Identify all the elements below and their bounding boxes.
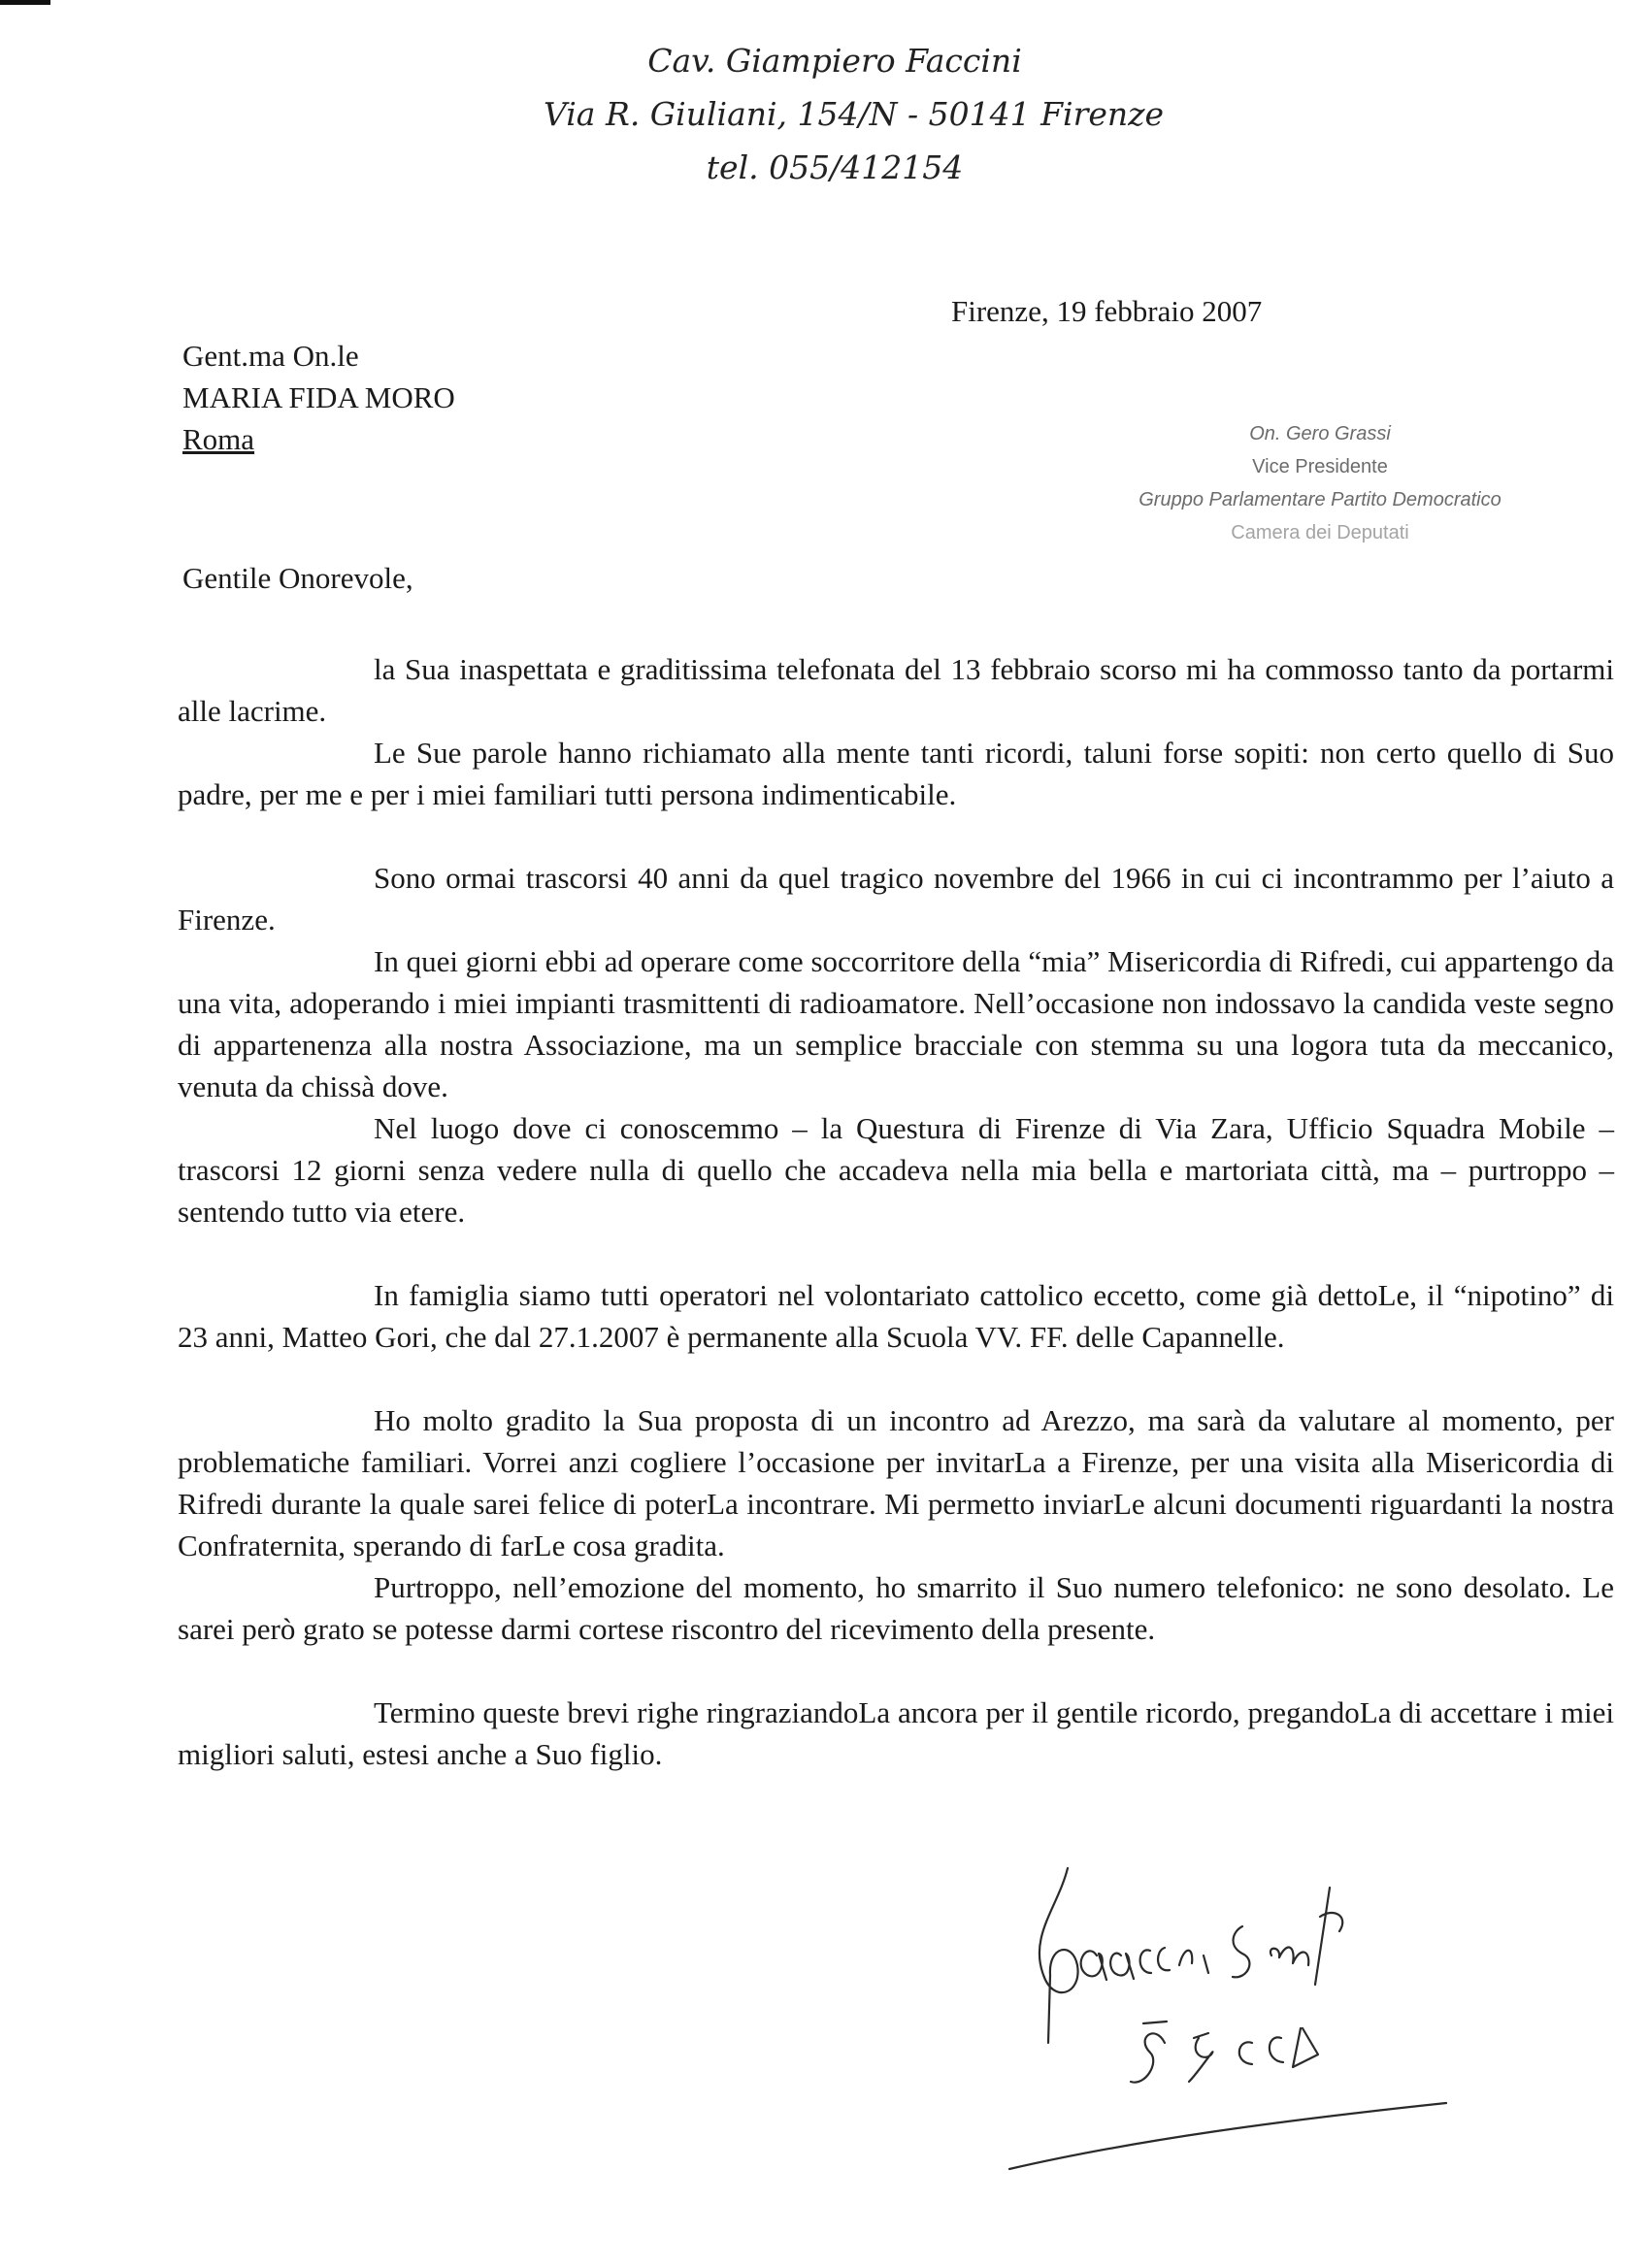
salutation: Gentile Onorevole, bbox=[182, 561, 413, 595]
recipient-block bbox=[182, 335, 455, 460]
body-paragraph: In famiglia siamo tutti operatori nel volontariato cattolico eccetto, come già dettoLe, il “nipotino” di 23 anni, Matteo Gori, che dal 27.1.2007 è permanente alla Scuola VV. FF. delle Capannelle. bbox=[178, 1278, 1614, 1354]
body-paragraph: Ho molto gradito la Sua proposta di un incontro ad Arezzo, ma sarà da valutare al momento, per problematiche familiari. Vorrei anzi cogliere l’occasione per invitarLa a Firenze, per una visita alla Misericordia di Rifredi durante la quale sarei felice di poterLa incontrare. Mi permetto inviarLe alcuni documenti riguardanti la nostra Confraternita, sperando di farLe cosa gradita. bbox=[178, 1403, 1614, 1562]
sender-address: Via R. Giuliani, 154/N - 50141 Firenze bbox=[544, 95, 1165, 133]
body-paragraph: In quei giorni ebbi ad operare come soccorritore della “mia” Misericordia di Rifredi, cui appartengo da una vita, adoperando i miei impianti trasmittenti di radioamatore. Nell’occasione non indossavo la candida veste segno di appartenenza alla nostra Associazione, ma un semplice bracciale con stemma su una logora tuta da meccanico, venuta da chissà dove. bbox=[178, 944, 1614, 1103]
letter-date: Firenze, 19 febbraio 2007 bbox=[951, 294, 1263, 328]
body-paragraph: Sono ormai trascorsi 40 anni da quel tragico novembre del 1966 in cui ci incontrammo per l’aiuto a Firenze. bbox=[178, 861, 1614, 937]
body-paragraph: Termino queste brevi righe ringraziandoLa ancora per il gentile ricordo, pregandoLa di accettare i miei migliori saluti, estesi anche a Suo figlio. bbox=[178, 1695, 1614, 1771]
body-paragraph: Purtroppo, nell’emozione del momento, ho smarrito il Suo numero telefonico: ne sono desolato. Le sarei però grato se potesse darmi cortese riscontro del ricevimento della presente. bbox=[178, 1570, 1614, 1646]
stamp-role: Vice Presidente bbox=[1252, 456, 1388, 477]
sender-phone: tel. 055/412154 bbox=[706, 148, 964, 186]
stamp-chamber: Camera dei Deputati bbox=[1231, 522, 1409, 543]
recipient-title: Gent.ma On.le bbox=[182, 339, 359, 373]
official-stamp bbox=[1077, 417, 1563, 549]
recipient-name: MARIA FIDA MORO bbox=[182, 380, 455, 414]
body-paragraph: la Sua inaspettata e graditissima telefonata del 13 febbraio scorso mi ha commosso tanto da portarmi alle lacrime. bbox=[178, 652, 1614, 728]
recipient-city: Roma bbox=[182, 422, 255, 456]
sender-name: Cav. Giampiero Faccini bbox=[647, 42, 1022, 80]
handwritten-signature bbox=[990, 1849, 1495, 2188]
scan-corner-mark bbox=[0, 0, 50, 5]
letterhead bbox=[544, 34, 1165, 194]
stamp-name: On. Gero Grassi bbox=[1249, 423, 1391, 444]
body-paragraph: Nel luogo dove ci conoscemmo – la Questura di Firenze di Via Zara, Ufficio Squadra Mobile – trascorsi 12 giorni senza vedere nulla di quello che accadeva nella mia bella e martoriata città, ma – purtroppo – sentendo tutto via etere. bbox=[178, 1111, 1614, 1229]
body-paragraph: Le Sue parole hanno richiamato alla mente tanti ricordi, taluni forse sopiti: non certo quello di Suo padre, per me e per i miei familiari tutti persona indimenticabile. bbox=[178, 736, 1614, 811]
stamp-group: Gruppo Parlamentare Partito Democratico bbox=[1138, 489, 1502, 510]
letter-body bbox=[178, 648, 1614, 1775]
